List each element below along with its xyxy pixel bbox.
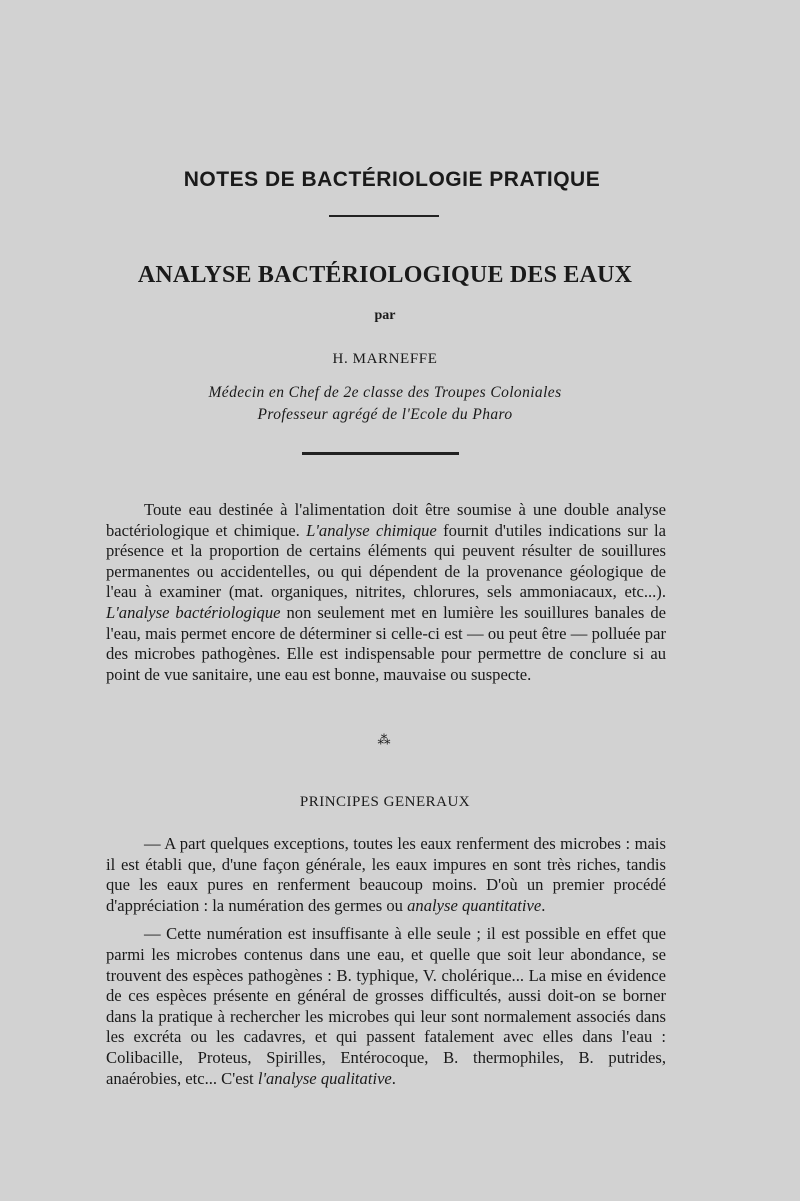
principles-text-2: . [541, 895, 546, 915]
title-divider [329, 215, 439, 217]
principles-text-3: — Cette numération est insuffisante à elle seule ; il est possible en effet que parmi les microbes contenus dans une eau, et quelle que soit leur abondance, se trouvent des espèces pathogènes : B. typhique, V. cholérique... La mise en évidence de ces espèces présente en général de grosses difficultés, aussi doit-on se borner dans la pratique à rechercher les microbes qui leur sont normalement associés dans les excréta ou les cadavres, et qui passent fatalement avec elles dans l'eau : Colibacille, Proteus, Spirilles, Entérocoque, B. thermophiles, B. putrides, anaérobies, etc... C'est [106, 924, 666, 1088]
principles-text-1: — A part quelques exceptions, toutes les eaux renferment des microbes : mais il est établi que, d'une façon générale, les eaux impures en sont très riches, tandis que les eaux pures en renferment beaucoup moins. D'où un premier procédé d'appréciation : la numération des germes ou [106, 834, 666, 915]
intro-emphasis-chimique: L'analyse chimique [306, 520, 437, 540]
author-name: H. MARNEFFE [332, 351, 438, 367]
author-affiliation-1: Médecin en Chef de 2e classe des Troupes Coloniales [208, 384, 562, 401]
intro-emphasis-bacteriologique: L'analyse bactériologique [106, 602, 281, 622]
intro-text-2: fournit d'utiles indications sur la présence et la proportion de certains éléments qui peuvent résulter de souillures permanentes ou accidentelles, ou qui dépendent de la provenance géologique de l'eau à examiner (mat. organiques, nitrites, chlorures, sels ammoniacaux, etc...). [106, 520, 666, 602]
asterism-separator: ⁂ [377, 732, 391, 747]
principles-text-4: . [391, 1068, 396, 1088]
section-heading: PRINCIPES GENERAUX [299, 794, 471, 810]
series-title: NOTES DE BACTÉRIOLOGIE PRATIQUE [183, 168, 601, 191]
header-divider [302, 452, 459, 455]
principles-paragraph-1 [106, 834, 666, 916]
byline-par: par [374, 308, 396, 323]
principles-paragraph-2 [106, 924, 666, 1089]
principles-section [106, 834, 666, 1089]
emphasis-analyse-quantitative: analyse quantitative [407, 895, 542, 915]
intro-paragraph [106, 500, 666, 685]
emphasis-analyse-qualitative: l'analyse qualitative [257, 1068, 392, 1088]
intro-text-1: Toute eau destinée à l'alimentation doit être soumise à une double analyse bactériologique et chimique. [106, 500, 666, 540]
article-title: ANALYSE BACTÉRIOLOGIQUE DES EAUX [137, 262, 633, 288]
intro-section [106, 500, 666, 685]
author-affiliation-2: Professeur agrégé de l'Ecole du Pharo [257, 406, 513, 423]
intro-text-3: non seulement met en lumière les souillures banales de l'eau, mais permet encore de déterminer si celle-ci est — ou peut être — polluée par des microbes pathogènes. Elle est indispensable pour permettre de conclure si au point de vue sanitaire, une eau est bonne, mauvaise ou suspecte. [106, 602, 667, 684]
